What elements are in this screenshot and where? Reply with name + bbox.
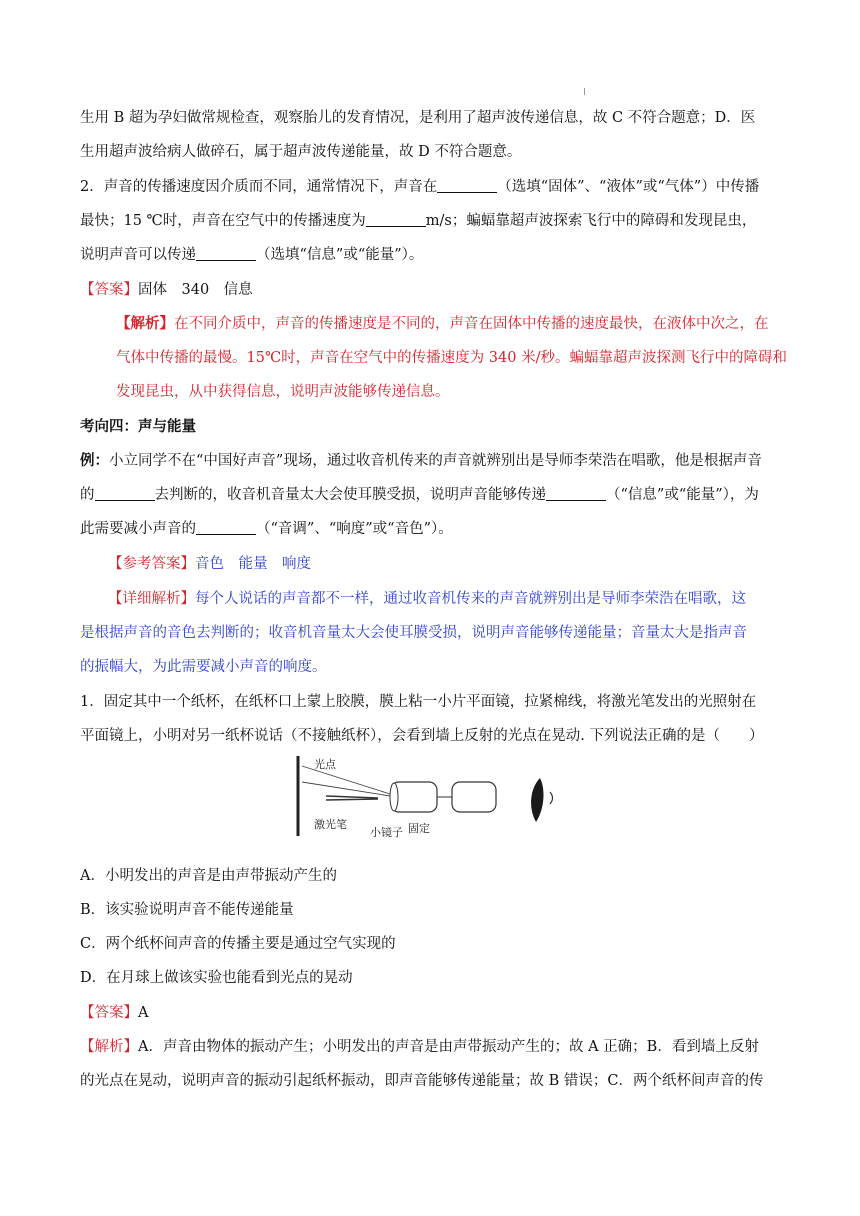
option-a: A．小明发出的声音是由声带振动产生的 [80,868,337,884]
analysis-tag: 【解析】 [80,1039,138,1055]
head-silhouette [531,778,543,822]
analysis-text: 在不同介质中，声音的传播速度是不同的，声音在固体中传播的速度最快，在液体中次之，在 [174,316,769,332]
question-2-line-3 [80,245,780,265]
reference-answer-line [108,554,808,574]
answer-blank [95,486,155,501]
reference-answer-value: 音色 能量 响度 [195,556,311,572]
label-fixed: 固定 [408,822,430,835]
answer-tag: 【答案】 [80,282,138,298]
reference-answer-tag: 【参考答案】 [108,556,195,572]
sound-mark [550,792,553,804]
question-2-line-2 [80,211,780,231]
label-laser-pen: 激光笔 [314,818,347,831]
example-text: （“音调”、“响度”或“音色”）。 [256,521,453,537]
option-c: C．两个纸杯间声音的传播主要是通过空气实现的 [80,936,396,952]
page-marker [584,88,585,95]
label-light-spot: 光点 [314,758,336,771]
answer-tag: 【答案】 [80,1005,138,1021]
detailed-analysis-tag: 【详细解析】 [108,591,195,607]
question-2-line-1 [80,177,780,197]
answer-value: 固体 340 信息 [138,282,253,298]
detailed-analysis-line: 的振幅大，为此需要减小声音的响度。 [80,659,327,675]
answer-value: A [138,1005,149,1021]
analysis-text: A．声音由物体的振动产生；小明发出的声音是由声带振动产生的；故 A 正确；B．看到墙上反射 [138,1039,759,1055]
question-text: （选填“固体”、“液体”或“气体”）中传播 [497,179,760,195]
question-text: 2．声音的传播速度因介质而不同，通常情况下，声音在 [80,179,438,195]
analysis-line: 发现昆虫，从中获得信息，说明声波能够传递信息。 [116,384,450,400]
answer-blank [196,246,256,261]
answer-blank [546,486,606,501]
analysis-line: 的光点在晃动，说明声音的振动引起纸杯振动，即声音能够传递能量；故 B 错误；C．两个纸杯间声音的传 [80,1073,764,1089]
detailed-analysis-text: 每个人说话的声音都不一样，通过收音机传来的声音就辨别出是导师李荣浩在唱歌，这 [195,591,746,607]
membrane [390,783,398,811]
example-tag: 例： [80,452,109,469]
answer-blank [366,212,426,227]
detailed-analysis-line: 是根据声音的音色去判断的；收音机音量太大会使耳膜受损，说明声音能够传递能量；音量太大是指声音 [80,625,747,641]
answer-blank [437,178,497,193]
answer-line [80,1003,780,1023]
text-line: 生用 B 超为孕妇做常规检查，观察胎儿的发育情况，是利用了超声波传递信息，故 C 不符合题意；D．医 [80,110,756,126]
experiment-figure [292,752,562,838]
question-1-line: 平面镜上，小明对另一纸杯说话（不接触纸杯），会看到墙上反射的光点在晃动. 下列说法正确的是（ ） [80,728,764,744]
option-d: D．在月球上做该实验也能看到光点的晃动 [80,970,353,986]
detailed-analysis-line [108,589,808,609]
analysis-tag: 【解析】 [116,315,174,332]
example-text: 小立同学不在“中国好声音”现场，通过收音机传来的声音就辨别出是导师李荣浩在唱歌，他是根据声音 [109,453,762,469]
question-text: （选填“信息”或“能量”）。 [256,247,424,263]
example-line-2 [80,485,780,505]
example-text: 的 [80,487,95,503]
example-text: （“信息”或“能量”），为 [606,487,759,503]
example-line-1 [80,451,780,471]
answer-blank [196,520,256,535]
answer-line [80,280,780,300]
experiment-diagram [292,752,562,838]
laser-pen [326,796,378,800]
section-heading: 考向四：声与能量 [80,418,196,435]
example-text: 去判断的，收音机音量太大会使耳膜受损，说明声音能够传递 [154,487,546,503]
question-text: m/s；蝙蝠靠超声波探索飞行中的障碍和发现昆虫， [425,213,757,229]
analysis-line: 气体中传播的最慢。15℃时，声音在空气中的传播速度为 340 米/秒。蝙蝠靠超声波探测飞行中的障碍和 [116,350,787,366]
text-line: 生用超声波给病人做碎石，属于超声波传递能量，故 D 不符合题意。 [80,144,522,160]
example-text: 此需要减小声音的 [80,521,196,537]
question-text: 最快；15 ℃时，声音在空气中的传播速度为 [80,213,366,229]
option-b: B．该实验说明声音不能传递能量 [80,902,294,918]
analysis-line [80,1037,780,1057]
question-text: 说明声音可以传递 [80,247,196,263]
question-1-line: 1．固定其中一个纸杯，在纸杯口上蒙上胶膜，膜上粘一小片平面镜，拉紧棉线，将激光笔发出的光照射在 [80,694,757,710]
paper-cup-right [452,782,496,812]
analysis-line [116,314,816,334]
label-small-mirror: 小镜子 [370,826,403,838]
example-line-3 [80,519,780,539]
